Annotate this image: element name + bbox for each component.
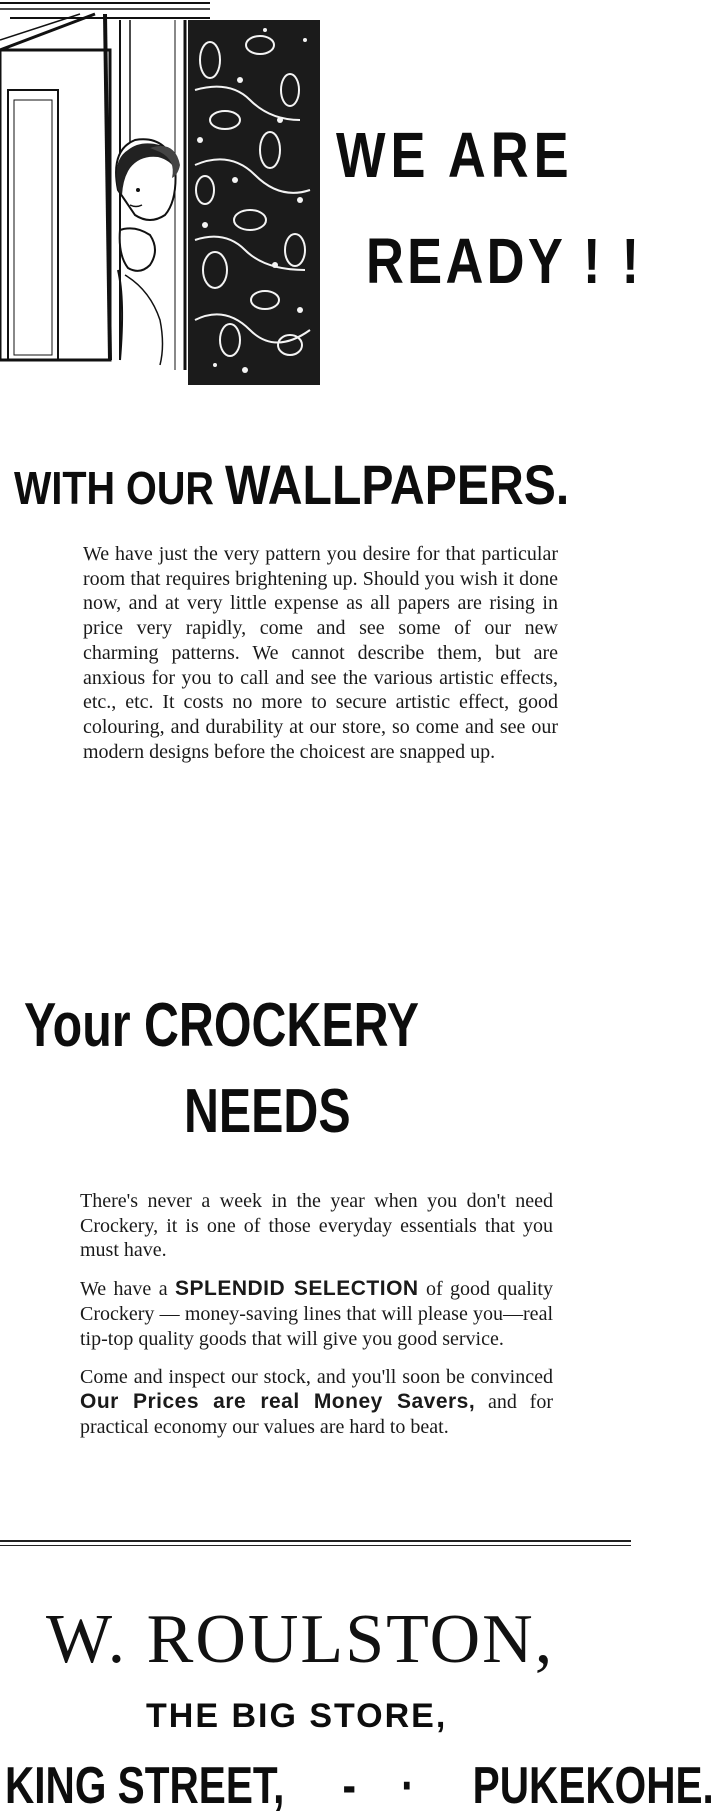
hero-line-1: WE ARE [336,119,574,191]
wallpapers-paragraph: We have just the very pattern you desire for that particular room that requires brightening up. Should you wish it done now, and at very little expense as all papers are rising in price very rapidly, come and see some of our new charming patterns. We cannot describe them, but are anxious for you to call and see the various artistic effects, etc., etc. It costs no more to secure artistic effect, good colouring, and durability at our store, so come and see our modern designs before the choicest are snapped up. [83,543,558,763]
hero-illustration [0,0,320,390]
street-name: KING STREET, [5,1757,285,1815]
merchant-name: W. ROULSTON, [46,1601,555,1678]
wallpapers-body [83,542,558,764]
store-name: THE BIG STORE, [146,1697,448,1735]
crockery-paragraph-3 [80,1365,553,1439]
crockery-p2-text-a: We have a [80,1278,175,1301]
address-separator: - · [342,1757,415,1815]
wallpapers-heading-part2: WALLPAPERS. [224,453,570,516]
wallpapers-heading-part1: WITH OUR [14,462,225,514]
crockery-heading-line-1: Your CROCKERY [24,991,419,1060]
money-savers-highlight: Our Prices are real Money Savers, [80,1389,476,1413]
divider-rule-top [0,1540,631,1542]
crockery-paragraph-2 [80,1277,553,1351]
crockery-body [80,1189,553,1439]
hero-line-2: READY ! ! [366,225,643,297]
divider-rule-bottom [0,1545,631,1546]
doorway-woman-illustration [0,0,320,390]
crockery-p2-text-b: of good quality Crockery — money-saving lines that will please you—real tip-top quality goods that will give you good service. [80,1278,553,1350]
crockery-p3-text-b: and for practical economy our values are hard to beat. [80,1390,553,1438]
town-name: PUKEKOHE. [472,1757,714,1815]
crockery-paragraph-1: There's never a week in the year when you don't need Crockery, it is one of those everyday essentials that you must have. [80,1190,553,1262]
crockery-heading-line-2: NEEDS [184,1077,351,1146]
splendid-selection-highlight: SPLENDID SELECTION [174,1277,419,1301]
crockery-p3-text-a: Come and inspect our stock, and you'll soon be convinced [80,1366,553,1389]
wallpapers-heading [14,452,569,517]
store-address [5,1756,714,1816]
